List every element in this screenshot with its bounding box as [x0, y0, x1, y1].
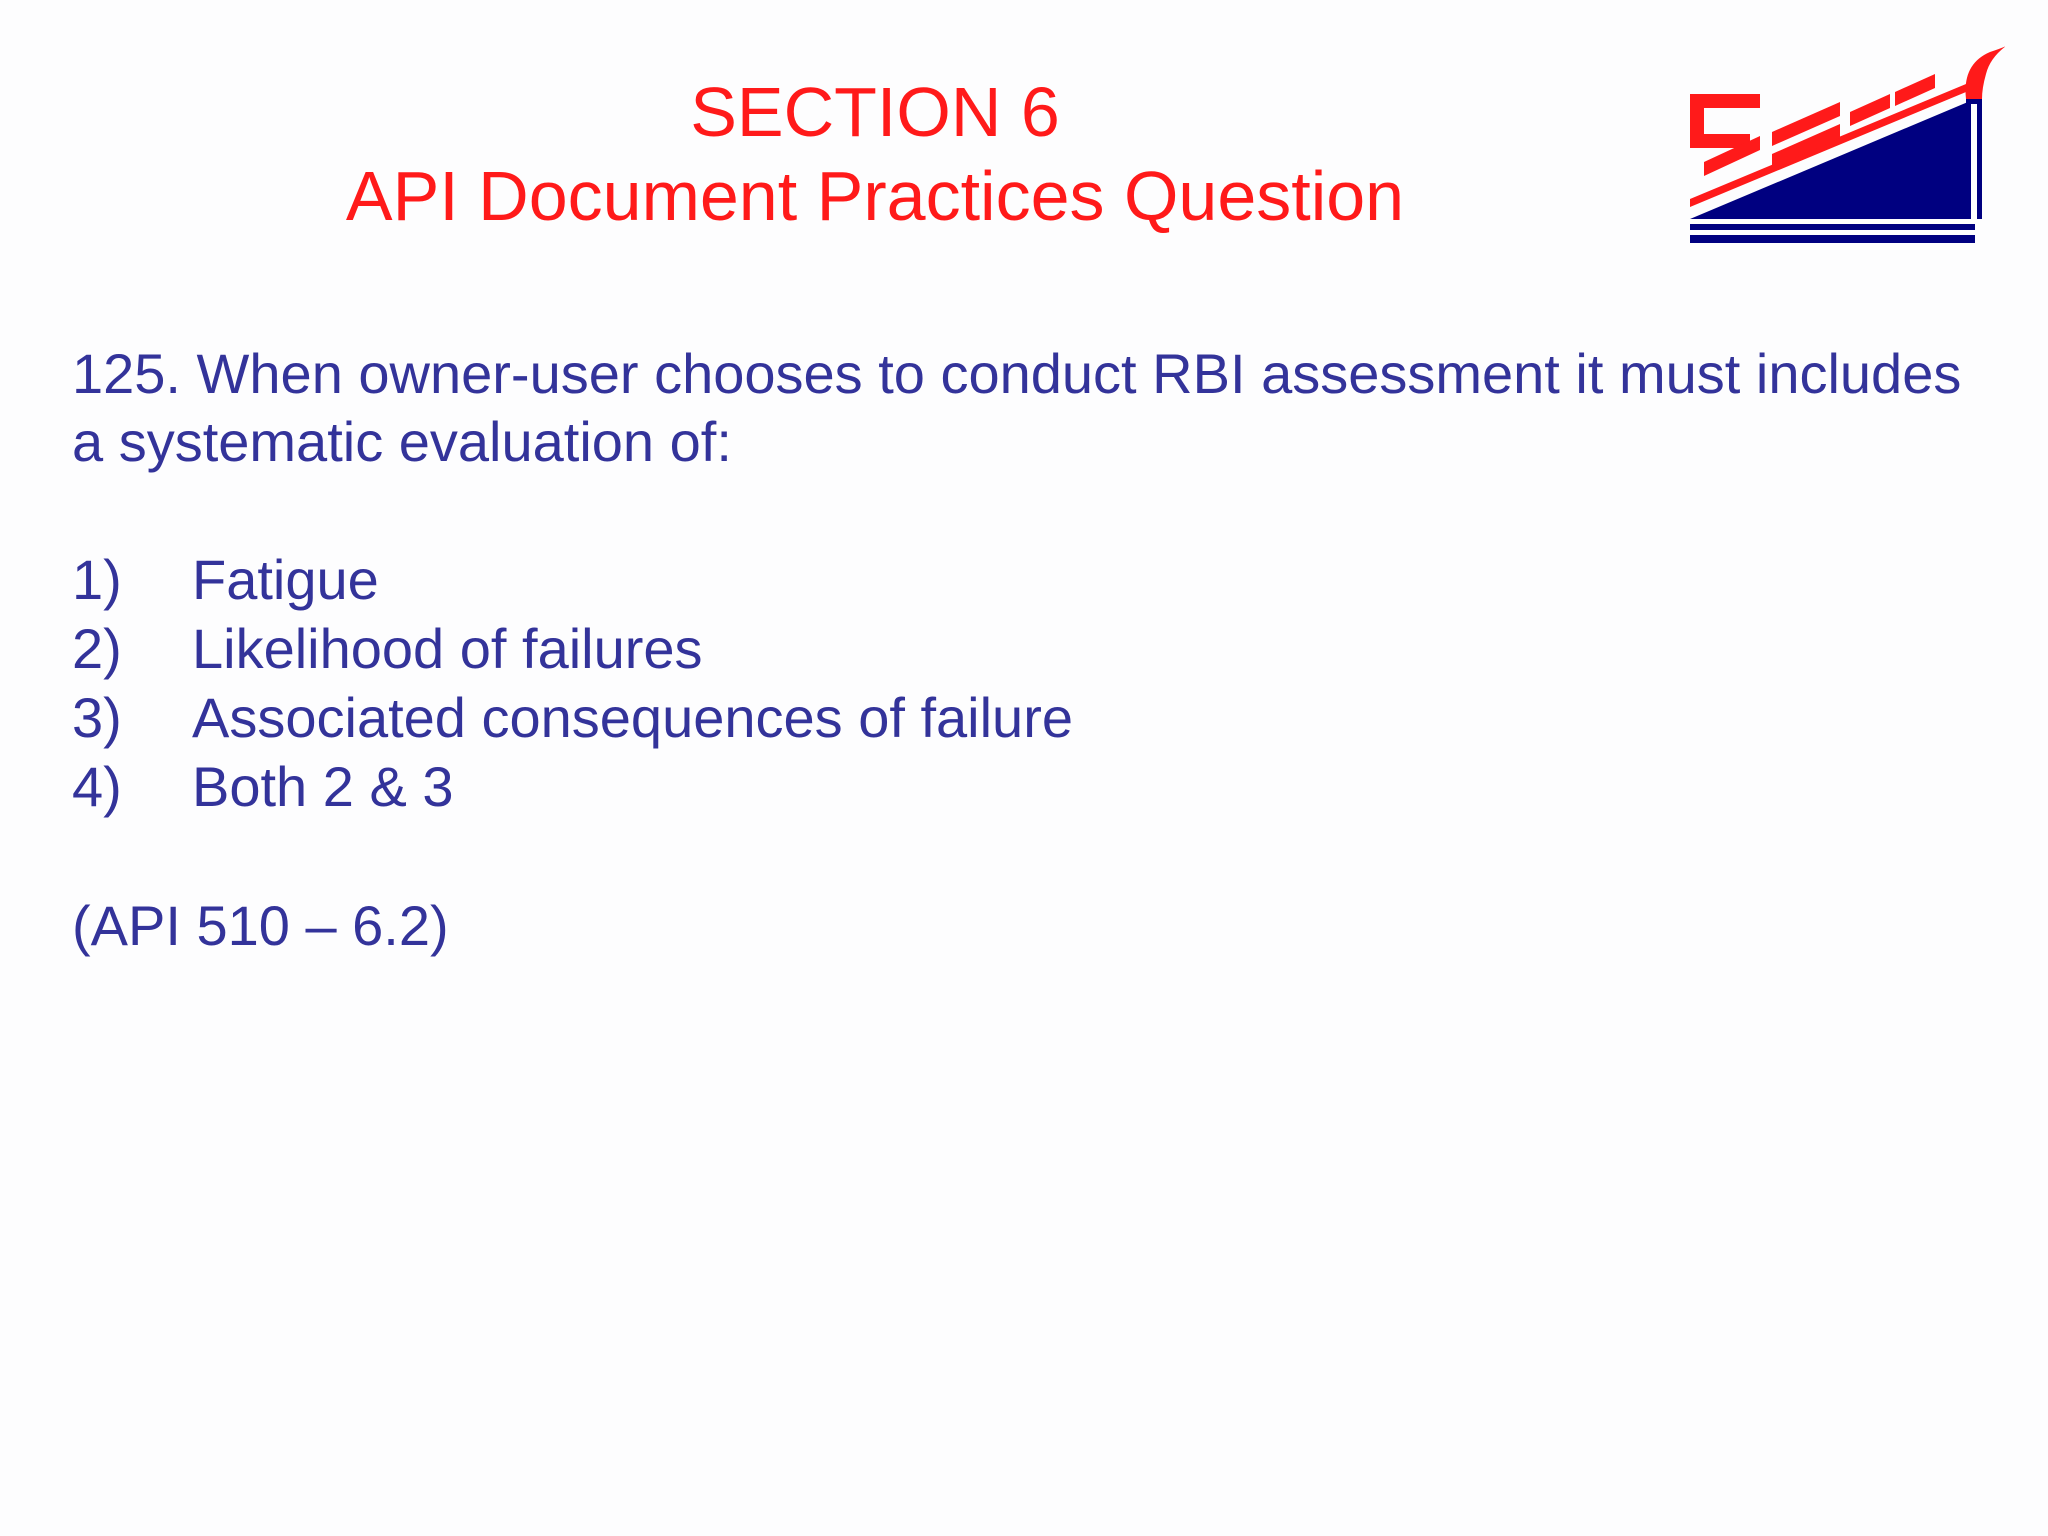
title-line-1: SECTION 6: [690, 73, 1060, 151]
question-content: [72, 340, 1972, 960]
logo-flame: [1966, 46, 2006, 99]
logo-base-bar-2: [1690, 235, 1975, 243]
slide-title: [200, 70, 1550, 238]
reference-citation: (API 510 – 6.2): [72, 894, 449, 957]
option-number: 2): [72, 617, 122, 680]
option-4: [72, 753, 1972, 822]
option-2: [72, 615, 1972, 684]
option-text: Likelihood of failures: [192, 617, 703, 680]
title-line-2: API Document Practices Question: [345, 157, 1405, 235]
option-text: Fatigue: [192, 548, 379, 611]
option-text: Both 2 & 3: [192, 755, 454, 818]
option-number: 4): [72, 755, 122, 818]
sem-logo-icon: [1690, 44, 2005, 244]
options-list: [72, 546, 1972, 822]
logo-base-bar-1: [1690, 224, 1975, 230]
option-number: 3): [72, 686, 122, 749]
question-text: 125. When owner-user chooses to conduct RBI assessment it must includes a systematic evaluation of:: [72, 342, 1962, 473]
option-text: Associated consequences of failure: [192, 686, 1073, 749]
option-1: [72, 546, 1972, 615]
option-3: [72, 684, 1972, 753]
option-number: 1): [72, 548, 122, 611]
